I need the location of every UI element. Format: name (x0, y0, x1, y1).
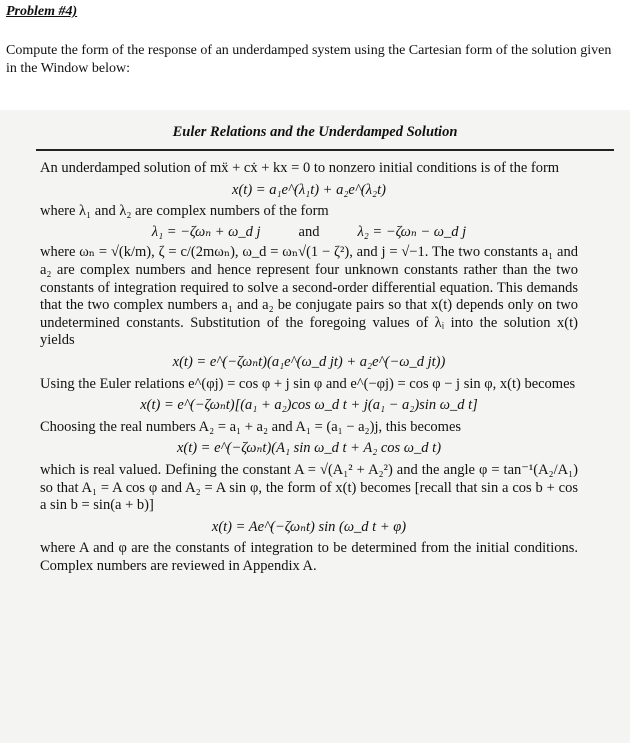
textbook-excerpt (0, 110, 630, 743)
paragraph-3: where ωₙ = √(k/m), ζ = c/(2mωₙ), ω_d = ωₙ√(1 − ζ²), and j = √−1. The two constants a₁ and a₂ are complex numbers and hence represent four unknown constants rather than the two constants of integration required to solve a second-order differential equation. This demands that the two complex numbers a₁ and a₂ be conjugate pairs so that x(t) depends only on two undetermined constants. Substitution of the foregoing values of λᵢ into the solution x(t) yields (40, 244, 578, 349)
paragraph-7: where A and φ are the constants of integration to be determined from the initial conditions. Complex numbers are reviewed in Appendix A. (40, 540, 578, 574)
equation-substituted: x(t) = e^(−ζωₙt)(a₁e^(ω_d jt) + a₂e^(−ω_d jt)) (172, 353, 446, 370)
problem-title: Problem #4) (6, 4, 78, 19)
root-and-label: and (298, 223, 320, 240)
root-lambda-2: λ₂ = −ζωₙ − ω_d j (357, 223, 467, 240)
paragraph-4: Using the Euler relations e^(φj) = cos φ + j sin φ and e^(−φj) = cos φ − j sin φ, x(t) becomes (40, 375, 576, 392)
paragraph-2: where λ₁ and λ₂ are complex numbers of the form (40, 203, 329, 220)
title-rule (36, 149, 614, 151)
root-lambda-1: λ₁ = −ζωₙ + ω_d j (151, 223, 261, 240)
paragraph-5: Choosing the real numbers A₂ = a₁ + a₂ and A₁ = (a₁ − a₂)j, this becomes (40, 418, 462, 435)
window-body (40, 160, 578, 575)
equation-roots (40, 224, 578, 242)
paragraph-6: which is real valued. Defining the constant A = √(A₁² + A₂²) and the angle φ = tan⁻¹(A₂/A₁) so that A₁ = A cos φ and A₂ = A sin φ, the form of x(t) becomes [recall that sin a cos b + cos a sin b = sin(a + b)] (40, 461, 578, 514)
window-title: Euler Relations and the Underdamped Solution (172, 124, 458, 140)
equation-cartesian-form: x(t) = e^(−ζωₙt)(A₁ sin ω_d t + A₂ cos ω_d t) (176, 440, 442, 457)
equation-general-solution: x(t) = a₁e^(λ₁t) + a₂e^(λ₂t) (232, 181, 386, 198)
equation-euler-form: x(t) = e^(−ζωₙt)[(a₁ + a₂)cos ω_d t + j(a₁ − a₂)sin ω_d t] (140, 397, 478, 414)
paragraph-1: An underdamped solution of mẍ + cẋ + kx = 0 to nonzero initial conditions is of the form (40, 160, 560, 176)
equation-amplitude-phase-form: x(t) = Ae^(−ζωₙt) sin (ω_d t + φ) (211, 518, 407, 535)
problem-prompt: Compute the form of the response of an underdamped system using the Cartesian form of the solution given in the Window below: (6, 43, 612, 76)
